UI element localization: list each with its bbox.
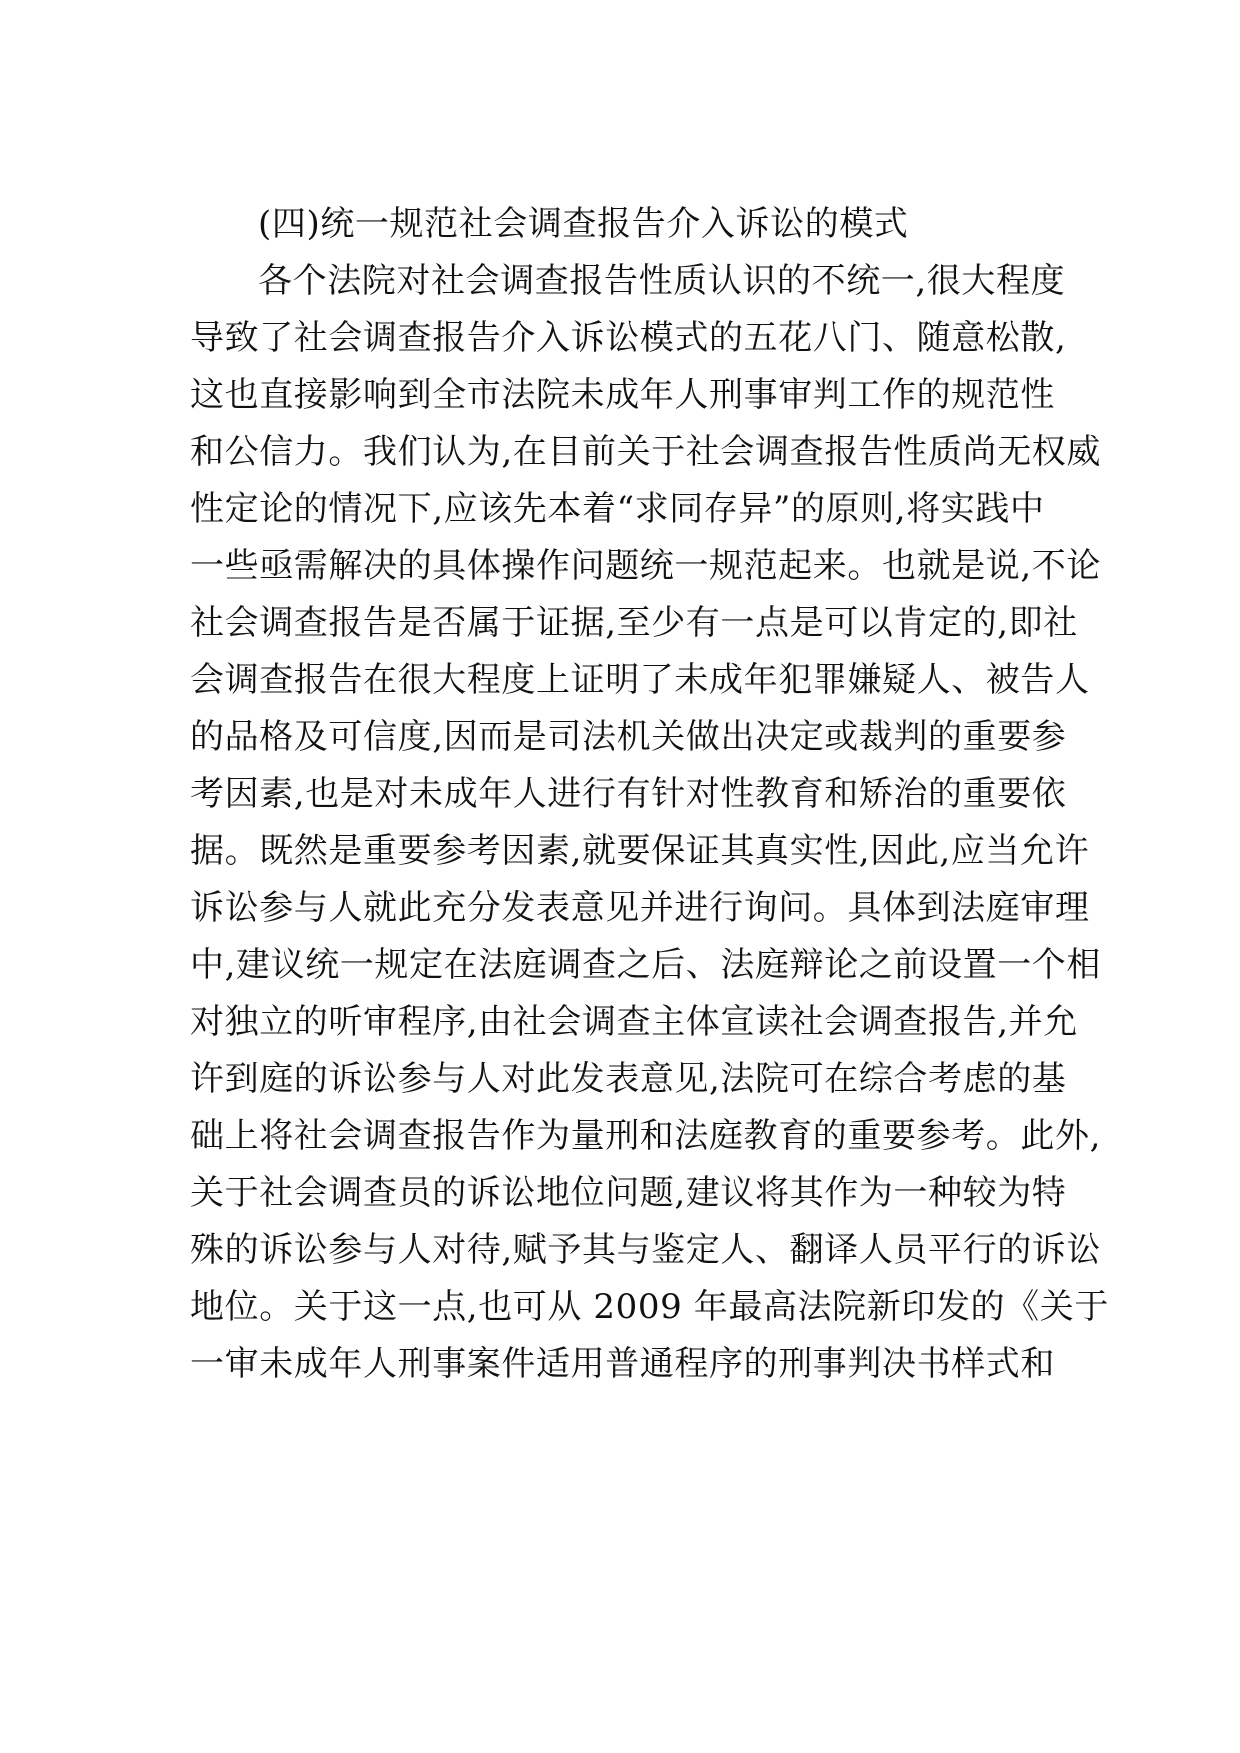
paragraph-line: 关于社会调查员的诉讼地位问题,建议将其作为一种较为特 — [190, 1173, 1067, 1213]
paragraph-line: 社会调查报告是否属于证据,至少有一点是可以肯定的,即社 — [190, 603, 1078, 643]
paragraph-line: 一些亟需解决的具体操作问题统一规范起来。也就是说,不论 — [190, 546, 1102, 586]
section-heading: (四)统一规范社会调查报告介入诉讼的模式 — [258, 204, 909, 244]
paragraph-line: 许到庭的诉讼参与人对此发表意见,法院可在综合考虑的基 — [190, 1059, 1067, 1099]
paragraph-line: 础上将社会调查报告作为量刑和法庭教育的重要参考。此外, — [190, 1116, 1102, 1156]
paragraph-line: 的品格及可信度,因而是司法机关做出决定或裁判的重要参 — [190, 717, 1067, 757]
paragraph-line: 各个法院对社会调查报告性质认识的不统一,很大程度 — [258, 261, 1066, 301]
paragraph-line: 性定论的情况下,应该先本着“求同存异”的原则,将实践中 — [190, 489, 1045, 529]
paragraph-line: 和公信力。我们认为,在目前关于社会调查报告性质尚无权威 — [190, 432, 1102, 472]
paragraph-line: 诉讼参与人就此充分发表意见并进行询问。具体到法庭审理 — [190, 888, 1090, 928]
paragraph-line: 导致了社会调查报告介入诉讼模式的五花八门、随意松散, — [190, 318, 1067, 358]
paragraph-line: 会调查报告在很大程度上证明了未成年犯罪嫌疑人、被告人 — [190, 660, 1090, 700]
paragraph-line: 据。既然是重要参考因素,就要保证其真实性,因此,应当允许 — [190, 831, 1090, 871]
paragraph-line: 这也直接影响到全市法院未成年人刑事审判工作的规范性 — [190, 375, 1055, 415]
paragraph-line: 殊的诉讼参与人对待,赋予其与鉴定人、翻译人员平行的诉讼 — [190, 1230, 1102, 1270]
paragraph-line: 考因素,也是对未成年人进行有针对性教育和矫治的重要依 — [190, 774, 1067, 814]
paragraph-line: 地位。关于这一点,也可从 2009 年最高法院新印发的《关于 — [190, 1287, 1109, 1327]
paragraph-line: 对独立的听审程序,由社会调查主体宣读社会调查报告,并允 — [190, 1002, 1078, 1042]
paragraph-line: 一审未成年人刑事案件适用普通程序的刑事判决书样式和 — [190, 1344, 1055, 1384]
paragraph-line: 中,建议统一规定在法庭调查之后、法庭辩论之前设置一个相 — [190, 945, 1102, 985]
